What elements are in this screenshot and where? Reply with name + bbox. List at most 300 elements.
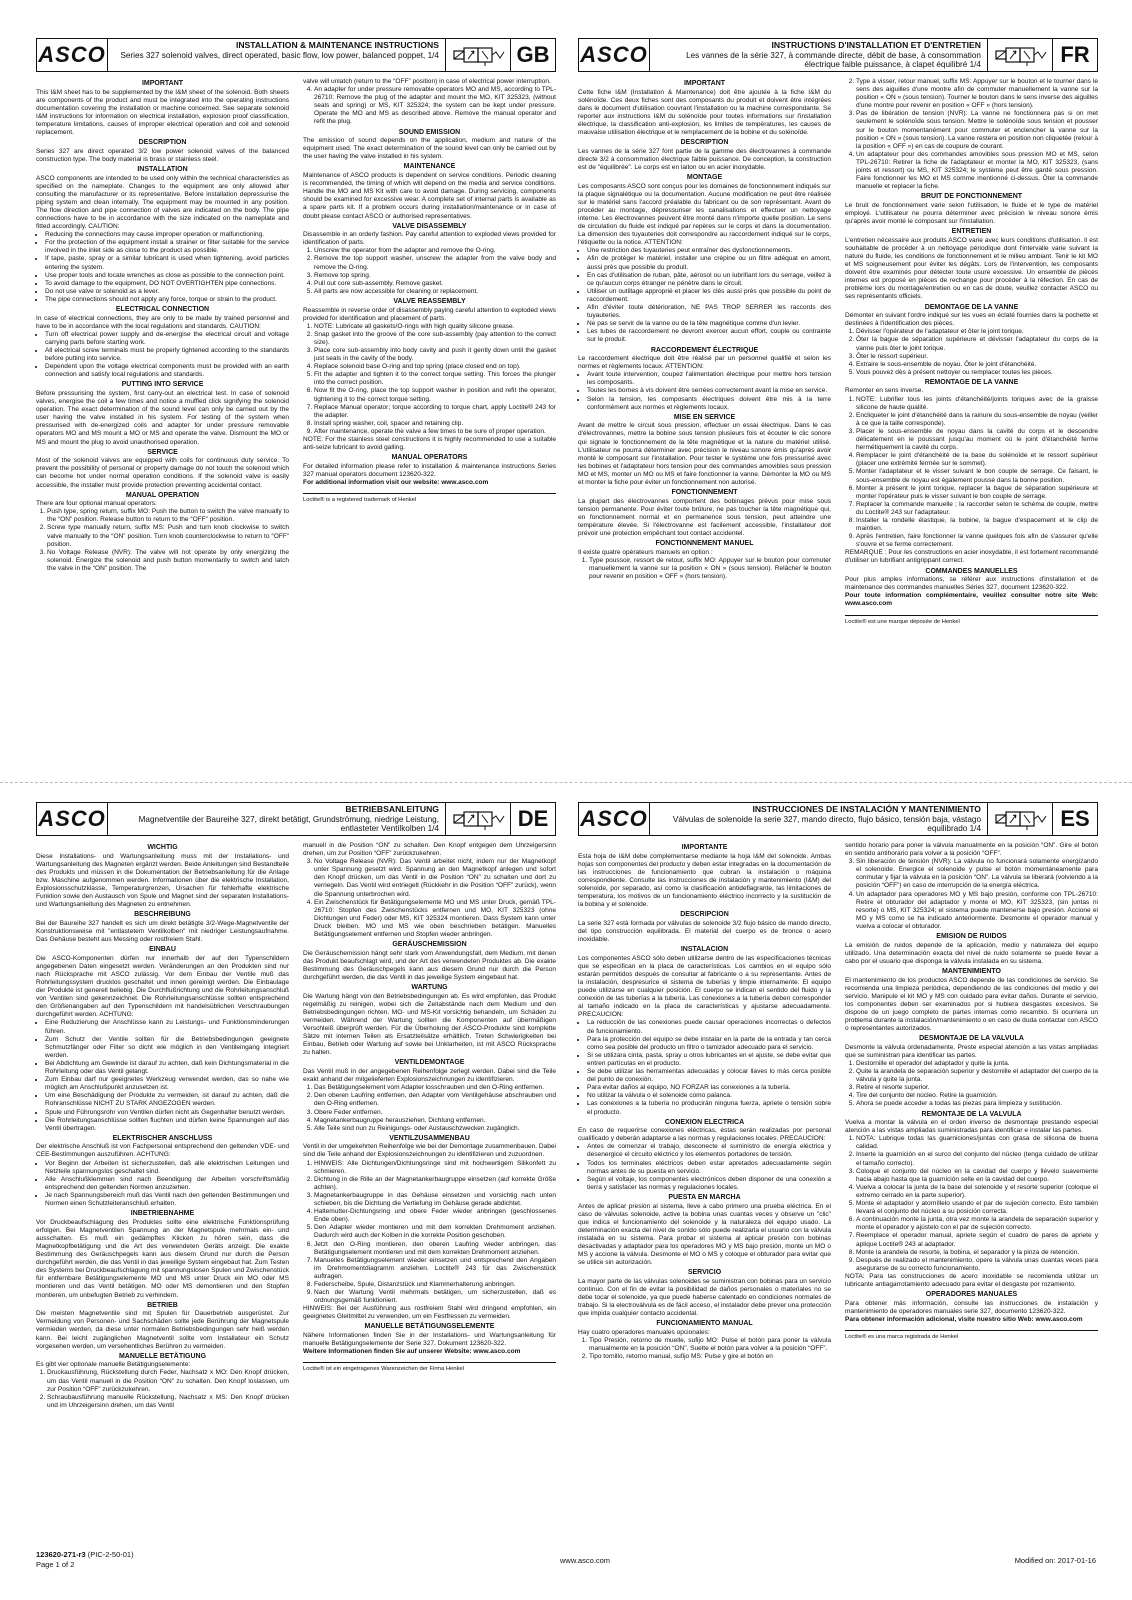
paragraph: Ventil in der umgekehrten Reihenfolge wie bei der Demontage zusammenbauen. Dabei sind die Teile anhand der Explosionszeichnungen zu identifizieren und zuzuordnen. [303,1143,556,1159]
section-heading: SERVICE [147,448,178,456]
paragraph: Das Ventil muß in der angegebenen Reihenfolge zerlegt werden. Dabei sind die Teile exakt anhand der mitgelieferten Explosionszeichnungen zu identifizieren. [303,1068,556,1084]
paragraph: There are four optional manual operators: [36,500,157,508]
list-item: • If tape, paste, spray or a similar lubricant is used when tightening, avoid particles entering the system. [45,255,289,271]
paragraph: Cette fiche I&M (Installation & Maintenance) doit être ajoutée à la fiche I&M du solénoïde. Ces deux fiches sont des composants du produit et doivent être intégrées dans le document d'utilisation couvrant l'installation ou la machine correspondante. Se reporter aux instructions I&M du solénoïde pour toutes informations sur l'installation électrique, la classification anti-explosion, les limites de températures, les causes de mauvaise utilisation électrique et le remplacement de la bobine et du solénoïde. [578,88,831,137]
section-heading: MANUELLE BETÄTIGUNGSELEMENTE [364,1323,495,1331]
list-item: 1. Dévisser l'opérateur de l'adaptateur et ôter le joint torique. [856,328,1098,336]
text-column [36,78,289,573]
list-item: 6. Now fit the O-ring, place the top support washer in position and refit the operator, tightening it to the correct torque setting. [314,387,556,403]
header-text [108,803,445,835]
bullet-list [578,371,831,411]
section-heading: BESCHREIBUNG [134,911,191,919]
paragraph: valve will unlatch (return to the “OFF” position) in case of electrical power interruption. [303,78,551,85]
list-item: • All electrical screw terminals must be properly tightened according to the standards before putting into service. [45,347,289,363]
paragraph: Para obtener más información, consulte las instrucciones de instalación y mantenimiento de operadores manuales serie 327, documento 123620-322. [845,1299,1098,1315]
list-item: 2. Type à visser, retour manuel, suffix MS: Appuyer sur le bouton et le tourner dans le sens des aiguilles d'une montre afin de commuter manuellement la vanne sur la position « ON » (sous tension). Tourner le bouton dans le sens inverse des aiguilles d'une montre pour revenir en position « OFF » (hors tension). [856,78,1098,110]
list-item: • The pipe connections should not apply any force, torque or strain to the product. [45,296,289,304]
section-heading: SERVICIO [687,1269,722,1277]
section-heading: ELEKTRISCHER ANSCHLUSS [112,1134,213,1142]
list-item: 2. Dichtung in die Rille an der Magnetankerbaugruppe einsetzen (auf korrekte Größe achten). [314,1176,556,1192]
list-item: 1. Tipo Presión, retorno de muelle, sufijo MO: Pulse el botón para poner la válvula manualmente en la posición “ON”. Suelte el botón para volver a la posición “OFF”. [589,1337,831,1353]
paragraph: Vuelva a montar la válvula en el orden inverso de desmontaje prestando especial atención a las vistas ampliadas suministradas para identificar e instalar las partes. [845,1119,1098,1135]
paragraph: Les composants ASCO sont conçus pour les domaines de fonctionnement indiqués sur la plaque signalétique ou la documentation. Aucune modification ne peut être réalisée sur le matériel sans l'accord préalable du fabricant ou de son représentant. Avant de procéder au montage, dépressuriser les canalisations et effectuer un nettoyage interne. Les électrovannes peuvent être monté dans n'importe quelle position. Le sens de circulation du fluide est indiqué par repères sur le corps et dans la documentation. La dimension des tuyauteries doit correspondre au raccordement indiqué sur le corps, l'étiquette ou la notice. ATTENTION: [578,182,831,247]
numbered-list [845,1060,1098,1109]
language-code: FR [1052,39,1097,71]
list-item: • Dependent upon the voltage electrical components must be provided with an earth connection and satisfy local regulations and standards. [45,363,289,379]
numbered-list [36,1369,289,1409]
list-item: • Selon la tension, les composants électriques doivent être mis à la terre conformément aux normes et règlements locaux. [587,396,831,412]
list-item: 3. Place core sub-assembly into body cavity and push it gently down until the gasket just seals in the cavity of the body. [314,347,556,363]
valve-symbol-icon [992,44,1048,66]
list-item: • Para la protección del equipo se debe instalar en la parte de la entrada y tan cerca como sea posible del producto un filtro o tamizador adecuado para el servicio. [587,1036,831,1052]
list-item: 4. Replace solenoid base O-ring and top spring (place closed end on top). [314,363,556,371]
paragraph: Die Wartung hängt von den Betriebsbedingungen ab. Es wird empfohlen, das Produkt regelmäßig zu reinigen, wobei sich die Zeitabstände nach dem Medium und den Betriebsbedingungen richten. MO- und MS-Kit vorsichtig behandeln, um Schäden zu vermeiden. Während der Wartung sollten die Komponenten auf übermäßigen Verschleiß überprüft werden. Für die Überholung der ASCO-Produkte sind komplette Sätze mit internen Teilen als Ersatzteilsätze erhältlich. Treten Schwierigkeiten bei Einbau, Betrieb oder Wartung auf sowie bei Unklarheiten, ist mit ASCO Rücksprache zu halten. [303,992,556,1057]
section-heading: MONTAGE [686,174,723,182]
list-item: 4. Tire del conjunto del núcleo. Retire la guarnición. [856,1092,1098,1100]
list-item: 5. Fit the adapter and tighten it to the correct torque setting. This forces the plunger into the correct position. [314,371,556,387]
list-item: • Todos los terminales eléctricos deben estar apretados adecuadamente según normas antes de su puesta en servicio. [587,1160,831,1176]
list-item: • Zum Einbau darf nur geeignetes Werkzeug verwendet werden, das so nahe wie möglich am Anschlußpunkt anzusetzen ist. [45,1076,289,1092]
section-heading: INSTALLATION [137,165,188,173]
list-item: 9. Après l'entretien, faire fonctionner la vanne quelques fois afin de s'assurer qu'elle s'ouvre et se ferme correctement. [856,533,1098,549]
paragraph: Los componentes ASCO sólo deben utilizarse dentro de las especificaciones técnicas que se especifican en la placa de características. Los cambios en el equipo sólo estarán permitidos después de consultar al fabricante o a su representante. Antes de la instalación, despresurice el sistema de tuberías y limpie internamente. El equipo puede utilizarse en cualquier posición. El cuerpo se indican el sentido del fluido y la conexión de las tuberías a la tubería. Las conexiones a la tubería deben corresponder al tamaño indicado en la placa de características y ajustarse adecuadamente. PRECAUCION: [578,954,831,1019]
list-item: 3. No Voltage Release (NVR): The valve will not operate by only energizing the solenoid. Energize the solenoid and push button momentarily to switch and latch the valve in the “ON” position. The [47,549,289,573]
list-item: • Antes de comenzar el trabajo, desconecte el suministro de energía eléctrica y desenergice el circuito eléctrico y los elementos portadores de tensión. [587,1143,831,1159]
trademark-note: Loctite® ist ein eingetragenes Warenzeichen der Firma Henkel [303,1362,556,1373]
list-item: 4. Haltemutter-Dichtungsring und obere Feder wieder anbringen (geschlossenes Ende oben). [314,1208,556,1224]
section-heading: VALVE DISASSEMBLY [392,222,467,230]
list-item: 8. Install spring washer, coil, spacer and retaining clip. [314,420,556,428]
bullet-list [36,231,289,304]
paragraph: manuell in die Position “ON” zu schalten. Den Knopf entgegen dem Uhrzeigersinn drehen, um zur Position “OFF” zurückzukehren. [303,842,556,858]
paragraph: Disassemble in an orderly fashion. Pay careful attention to exploded views provided for identification of parts. [303,231,556,247]
list-item: 3. Remove top spring. [314,272,556,280]
list-item: • Vor Beginn der Arbeiten ist sicherzustellen, daß alle elektrischen Leitungen und Netzteile spannungslos geschaltet sind. [45,1160,289,1176]
list-item: • Une restriction des tuyauteries peut entraîner des dysfonctionnements. [587,247,831,255]
list-item: 2. Schraubausführung manuelle Rückstellung, Nachsatz x MS: Den Knopf drücken und im Uhrzeigersinn drehen, um das Ventil [47,1394,289,1410]
list-item: • Para evitar daños al equipo, NO FORZAR las conexiones a la tubería. [587,1084,831,1092]
section-heading: COMMANDES MANUELLES [925,567,1018,575]
list-item: 8. Installer la rondelle élastique, la bobine, la bague d'espacement et le clip de maintien. [856,517,1098,533]
section-heading: REMONTAJE DE LA VALVULA [921,1110,1022,1118]
list-item: 5. All parts are now accessible for cleaning or replacement. [314,288,556,296]
section-heading: OPERADORES MANUALES [925,1291,1018,1299]
list-item: • Ne pas se servir de la vanne ou de la tête magnétique comme d'un levier. [587,320,831,328]
section-header [578,802,1098,836]
list-item: 1. HINWEIS: Alle Dichtungen/Dichtungsringe sind mit hochwertigem Silikonfett zu schmieren. [314,1160,556,1176]
asco-logo: ASCO [579,803,650,835]
paragraph: La mayor parte de las válvulas solenoides se suministran con bobinas para un servicio continuo. Con el fin de evitar la posibilidad de daños personales o materiales no se debe tocar el solenoide, ya que puede haberse calentado en condiciones normales de trabajo. Si la electroválvula es de fácil acceso, el instalador debe prever una protección que impida cualquier contacto accidental. [578,1277,831,1318]
numbered-list [303,1084,556,1133]
header-text [108,39,445,71]
list-item: • Use proper tools and locate wrenches as close as possible to the connection point. [45,272,289,280]
section-heading: VENTILDEMONTAGE [394,1059,465,1067]
list-item: 4. Un adaptador para operadores MO y MS bajo presión, conforme con TPL-26710: Retire el obturador del adaptador y monte el MO, KIT 325323, (sin juntas ni resorte) o MS, KIT 325324; el sistema puede mantenerse bajo presión. Accione el MO y MS como se ha indicado anteriormente. Desmonte el operador manual y vuelva a colocar el obturador. [856,891,1098,931]
numbered-list [303,86,556,126]
paragraph: Series 327 are direct operated 3/2 low power solenoid valves of the balanced construction type. The body material is brass or stainless steel. [36,147,289,163]
list-item: • Les tubes de raccordement ne devront exercer aucun effort, couple ou contrainte sur le produit. [587,328,831,344]
paragraph: Hay cuatro operadores manuales opcionales: [578,1328,710,1336]
section-heading: VENTILZUSAMMENBAU [389,1134,470,1142]
section-heading: EMISION DE RUIDOS [936,933,1007,941]
list-item: 1. Druckausführung, Rückstellung durch Feder, Nachsatz x MO: Den Knopf drücken, um das Ventil manuell in die Position “ON” zu schalten. Den Knopf loslassen, um zur Position “OFF” zurückzukehren. [47,1369,289,1393]
list-item: 9. Después de realizado el mantenimiento, opere la válvula unas cuantas veces para asegurarse de su correcto funcionamiento. [856,1257,1098,1273]
section-heading: IMPORTANT [683,80,726,87]
list-item: 3. Obere Feder entfernen. [314,1109,556,1117]
list-item: 7. Reemplace el operador manual, apriete según el cuadro de pares de apriete y aplique Loctite® 243 al adaptador. [856,1232,1098,1248]
list-item: • Um eine Beschädigung der Produkte zu vermeiden, ist darauf zu achten, daß die Rohranschlüsse NICHT ZU STARK ANGEZOGEN werden. [45,1092,289,1108]
list-item: 5. Ahora se puede acceder a todas las piezas para limpieza y sustitución. [856,1100,1098,1108]
section-heading: FONCTIONNEMENT MANUEL [655,540,754,548]
valve-symbol [445,803,510,835]
text-column [845,842,1098,1361]
list-item: 1. Unscrew the operator from the adapter and remove the O-ring. [314,247,556,255]
section-heading: MISE EN SERVICE [673,413,736,421]
list-item: • En cas d'utilisation de ruban, pâte, aérosol ou un lubrifiant lors du serrage, veillez à ce qu'aucun corps étranger ne pénètre dans le circuit. [587,272,831,288]
numbered-list [303,323,556,436]
list-item: 6. Monter à présent le joint torique, replacer la bague de séparation supérieure et monter l'opérateur puis le visser suivant le bon couple de serrage. [856,485,1098,501]
paragraph: Diese Installations- und Wartungsanleitung muss mit der Installations- und Wartungsanleitung des Magneten ergänzt werden. Beide Anleitungen sind Bestandteile des Produkts und müssen in die Dokumentation der Betriebsanleitung für die Anlage bzw. Maschine aufgenommen werden. Informationen über die elektrische Installation, Explosionsschutzklasse, Temperaturgrenzen, Ursachen für fehlerhafte elektrische Funktion sowie den Austausch von Spule und Magnet sind der separaten Installations- und Wartungsanleitung des Magneten zu entnehmen. [36,852,289,909]
section-heading: DESCRIPCION [680,911,729,919]
list-item: 1. Das Betätigungselement vom Adapter losschrauben und den O-Ring entfernen. [314,1084,556,1092]
footer-doc-info [36,1550,134,1570]
list-item: • Bei Abdichtung am Gewinde ist darauf zu achten, daß kein Dichtungsmaterial in die Rohrleitung oder das Ventil gelangt. [45,1060,289,1076]
list-item: 3. Placer le sous-ensemble de noyau dans la cavité du corps et le descendre délicatement en le poussant jusqu'au moment où le joint d'étanchéité ferme hermétiquement la cavité du corps. [856,428,1098,452]
section-heading: MAINTENANCE [403,163,456,171]
list-item: • Zum Schutz der Ventile sollten für die Betriebsbedingungen geeignete Schmutzfänger oder Filter so dicht wie möglich in den Ventileingang integriert werden. [45,1036,289,1060]
paragraph: Der elektrische Anschluß ist von Fachpersonal entsprechend den geltenden VDE- und CEE-Bestimmungen auszuführen. ACHTUNG: [36,1143,289,1159]
list-item: 4. Magnetankerbaugruppe herausziehen. Dichtung entfernen. [314,1117,556,1125]
section-heading: IMPORTANTE [681,844,728,851]
paragraph: La emisión de ruidos depende de la aplicación, medio y naturaleza del equipo utilizado. Una determinación exacta del nivel de ruido solamente se puede llevar a cabo por el usuario que disponga la válvula instalada en su sistema. [845,941,1098,965]
paragraph: En caso de requerirse conexiones eléctricas, éstas serán realizadas por personal cualificado y deberán adaptarse a las normas y regulaciones locales. PRECAUCION: [578,1127,831,1143]
section-heading: INSTALACION [680,946,729,954]
text-column [578,78,831,626]
list-item: • For the protection of the equipment install a strainer or filter suitable for the service involved in the inlet side as close to the product as possible. [45,239,289,255]
list-item: • Je nach Spannungsbereich muß das Ventil nach den geltenden Bestimmungen und Normen einen Schutzleiteranschluß erhalten. [45,1192,289,1208]
paragraph: Esta hoja de I&M debe complementarse mediante la hoja I&M del solenoide. Ambas hojas son componentes del producto y deben estar integradas en la documentación de las instrucciones de funcionamiento que cubran la instalación o máquina correspondiente. Consulte las instrucciones de instalación y mantenimiento (I&M) del solenoide, por separado, así como la clasificación antideflagrante, las limitaciones de temperatura, los motivos de un funcionamiento eléctrico incorrecto y la sustitución de la bobina y el solenoide. [578,852,831,909]
paragraph: Pour plus amples informations, se référer aux instructions d'installation et de maintenance des commandes manuelles Séries 327, document 123620-322. [845,576,1098,592]
section-heading: PUESTA EN MARCHA [668,1193,741,1201]
trademark-note: Loctite® est une marque déposée de Henkel [845,615,1098,626]
section-subtitle: Válvulas de solenoide la serie 327, mando directo, flujo básico, tensión baja, vástago equilibrado 1/4 [672,814,981,833]
text-columns [36,842,556,1410]
section-heading: BETRIEB [147,1301,178,1309]
bullet-list [578,247,831,344]
list-item: 3. Retire el resorte superior. [856,1084,1098,1092]
section-heading: CONEXION ELECTRICA [664,1118,745,1126]
bullet-list [578,1019,831,1116]
list-item: 4. Pull out core sub-assembly. Remove gasket. [314,280,556,288]
section-title: INSTRUCTIONS D'INSTALLATION ET D'ENTRETIEN [771,40,981,50]
header-text [650,39,987,71]
section-header [36,38,556,72]
section-heading: DEMONTAGE DE LA VANNE [924,303,1019,311]
section-heading: MANUAL OPERATION [125,491,200,499]
list-item: 5. Monter l'adaptateur et le visser suivant le bon couple de serrage. Ce faisant, le sous-ensemble de noyau est également poussé dans la bonne position. [856,468,1098,484]
paragraph: Avant de mettre le circuit sous pression, effectuer un essai électrique. Dans le cas d'électrovannes, mettre la bobine sous tension plusieurs fois et écouter le clic sonore qui signale le fonctionnement de la tête magnétique et la nature du matériel utilisé. L'utilisateur ne pourra déterminer avec précision le niveau sonore émis qu'après avoir monté le composant sur l'installation. Pour tester le système une fois pressurisé avec les bobines et l'adaptateur hors tension pour des commandes amovibles sous pression MO et MS, monter un MO ou MS et faire fonctionner la vanne. Démonter la MO ou MS et monter la fiche pour éviter un fonctionnement non autorisé. [578,422,831,486]
list-item: 4. Extraire le sous-ensemble de noyau. Ôter le joint d'étanchéité. [856,361,1098,369]
section-title: BETRIEBSANLEITUNG [345,804,439,814]
valve-symbol [445,39,510,71]
numbered-list [303,858,556,939]
list-item: 2. Encliqueter le joint d'étanchéité dans la rainure du sous-ensemble de noyau (veiller à ce que la taille corresponde). [856,412,1098,428]
text-column [845,78,1098,626]
section-heading: REMONTAGE DE LA VANNE [924,378,1019,386]
header-text [650,803,987,835]
fold-divider [0,782,1132,783]
section-heading: IMPORTANT [141,80,184,87]
paragraph: Le bruit de fonctionnement varie selon l'utilisation, le fluide et le type de matériel employé. L'utilisateur ne pourra déterminer avec précision le niveau sonore émis qu'après avoir monté le composant sur l'installation. [845,201,1098,226]
list-item: • Las conexiones a la tubería no producirán ninguna fuerza, apriete o tensión sobre el producto. [587,1100,831,1116]
list-item: • Afin d'éviter toute détérioration, NE PAS TROP SERRER les raccords des tuyauteries. [587,304,831,320]
list-item: 3. Ôter le ressort supérieur. [856,353,1098,361]
paragraph: sentido horario para poner la válvula manualmente en la posición “ON”. Gire el botón en sentido antihorario para volver a la posición “OFF”. [845,842,1098,858]
valve-symbol [987,803,1052,835]
text-column [303,78,556,573]
numbered-list [845,858,1098,931]
section-heading: ENTRETIEN [951,228,992,236]
page-number: Page 1 of 2 [36,1560,75,1569]
section-heading: GERÄUSCHEMISSION [392,941,467,949]
numbered-list [845,78,1098,191]
paragraph: Il existe quatre opérateurs manuels en option : [578,548,713,556]
list-item: • Eine Reduzierung der Anschlüsse kann zu Leistungs- und Funktionsminderungen führen. [45,1019,289,1035]
list-item: 7. Manuelles Betätigungselement wieder einsetzen und entsprechend den Angaben im Drehmomentdiagramm anziehen. Loctite® 243 für das Zwischenstück auftragen. [314,1257,556,1281]
valve-symbol-icon [450,44,506,66]
section-heading: DESCRIPTION [680,139,729,147]
list-item: 4. An adapter for under pressure removable operators MO and MS, according to TPL-26710: Remove the plug of the adapter and mount the MO, KIT 325323, (without seals and spring) or MS, KIT 325324; the system can be kept under pressure. Operate the MO and MS as described above. Remove the manual operator and refit the plug. [314,86,556,126]
numbered-list [845,328,1098,377]
text-column [303,842,556,1410]
section-heading: INBETRIEBNAHME [130,1210,195,1218]
list-item: 6. A continuación monte la junta, otra vez monte la arandela de separación superior y monte el operador y ajústelo con el par de sujeción correcto. [856,1216,1098,1232]
section-de [36,802,556,1410]
list-item: 1. NOTE: Lubrifier tous les joints d'étanchéité/joints toriques avec de la graisse silicone de haute qualité. [856,396,1098,412]
bullet-list [36,331,289,380]
paragraph: Antes de aplicar presión al sistema, lleve a cabo primero una prueba eléctrica. En el caso de válvulas solenoide, active la bobina unas cuantas veces y observe un "clic" que indica el funcionamiento del solenoide y la naturaleza del equipo usado. La determinación exacta del nivel de sonido sólo puede realizarla el usuario con la válvula instalada en su sistema. Para probar el sistema al aplicar presión con bobinas desactivadas y adaptador para los operadores MO y MS bajo presión, monte un MO o MS y accione la válvula. Desmonte el MO o MS y coloque el obturador para evitar que se utilice sin autorización. [578,1202,831,1267]
paragraph: Les vannes de la série 327 font partie de la gamme des électrovannes à commande directe 3/2 à consommation électrique faible puissance. De conception, la construction est de "équilibrée". Le corps est en laiton ou en acier inoxydable. [578,147,831,171]
paragraph: Bei der Baureihe 327 handelt es sich um direkt betätigte 3/2-Wege-Magnetventile der Konstruktionsweise mit "entlastetem Ventilkolben" mit niedriger Leistungsaufnahme. Das Gehäuse besteht aus Messing oder rostfreiem Stahl. [36,919,289,944]
paragraph: Before pressurising the system, first carry-out an electrical test. In case of solenoid valves, energise the coil a few times and notice a muffled click signifying the solenoid operation. The exact determination of the sound level can only be carried out by the user having the valve installed in his system. For testing of the system when pressurised with de-energized coils and adapter for under pressure removable operators MO and MS mount a MO or MS and operate the valve. Dismount the MO or MS and mount the plug to avoid unauthorised operation. [36,389,289,446]
section-heading: MANTENIMIENTO [942,967,1001,975]
list-item: 1. Destornille el operador del adaptador y quite la junta. [856,1060,1098,1068]
language-code: GB [510,39,555,71]
paragraph: Maintenance of ASCO products is dependent on service conditions. Periodic cleaning is recommended, the timing of which will depend on the media and service conditions. Handle the MO and MS Kit with care to avoid damage. During servicing, components should be examined for excessive wear. A complete set of internal parts is available as a spare parts kit. If a problem occurs during installation/maintenance or in case of doubt please contact ASCO or authorised representatives. [303,172,556,220]
paragraph: Remonter en sens inverse. [845,387,924,395]
list-item: • La reducción de las conexiones puede causar operaciones incorrectas o defectos de funcionamiento. [587,1019,831,1035]
section-heading: VALVE REASSEMBLY [393,297,466,305]
list-item: 3. Pas de libération de tension (NVR): La vanne ne fonctionnera pas si on met seulement le solénoïde sous tension. Mettre le solénoïde sous tension et pousser sur le bouton momentanément pour commuter et enclencher la vanne sur la position « ON » (sous tension). La vanne restera en position non cliquetée (relour à la position « OFF ») en cas de coupure de courant. [856,110,1098,150]
list-item: 4. Un adaptateur pour des commandes amovibles sous pression MO et MS, selon TPL-26710: Retirer la fiche de l'adaptateur et monter la MO, KIT 325323, (sans joints et ressort) ou MS, KIT 325324; le système peut être gardé sous pression. Faire fonctionner les MO et MS comme mentionné ci-dessus. Ôter la commande manuelle et replacer la fiche. [856,151,1098,191]
list-item: • Avant toute intervention, coupez l'alimentation électrique pour mettre hors tension les composants. [587,371,831,387]
paragraph: El mantenimiento de los productos ASCO depende de las condiciones de servicio. Se recomienda una limpieza periódica, dependiendo de las condiciones del medio y del servicio. Manipule el kit MO y MS con cuidado para evitar daños. Durante el servicio, los componentes deben ser examinados por si hubiera desgastes excesivos. Se dispone de un juego completo de partes internas como recambio. Si ocurriera un problema durante la instalación/mantenimiento o en caso de duda contactar con ASCO o representantes autorizados. [845,976,1098,1033]
section-es [578,802,1098,1361]
text-columns [578,842,1098,1361]
text-columns [36,78,556,573]
text-column [36,842,289,1410]
doc-number: 123620-271-r3 [36,1550,86,1559]
asco-logo: ASCO [37,803,108,835]
list-item: 5. Den Adapter wieder montieren und mit dem korrekten Drehmoment anziehen. Dadurch wird auch der Kolben in die korrekte Position geschoben. [314,1224,556,1240]
numbered-list [578,557,831,581]
paragraph: The emission of sound depends on the application, medium and nature of the equipment used. The exact determination of the sound level can only be carried out by the user having the valve installed in his system. [303,137,556,161]
paragraph: NOTA: Para las construcciones de acero inoxidable se recomienda utilizar un lubricante antiagarrotamiento adecuado para evitar el desgaste por rozamiento. [845,1272,1098,1288]
numbered-list [845,1135,1098,1273]
section-subtitle: Series 327 solenoid valves, direct operated, basic flow, low power, balanced poppet, 1/4 [120,50,439,60]
numbered-list [303,247,556,296]
list-item: • To avoid damage to the equipment, DO NOT OVERTIGHTEN pipe connections. [45,280,289,288]
paragraph: Reassemble in reverse order of disassembly paying careful attention to exploded views provided for identification and placement of parts. [303,306,556,322]
section-heading: PUTTING INTO SERVICE [121,381,204,389]
section-header [578,38,1098,72]
paragraph: REMARQUE : Pour les constructions en acier inoxydable, il est fortement recommandé d'utiliser un lubrifiant antigrippant correct. [845,549,1098,565]
trademark-note: Loctite® is a registered trademark of Henkel [303,493,556,504]
text-column [578,842,831,1361]
language-code: ES [1052,803,1097,835]
paragraph: Desmonte la válvula ordenadamente. Preste especial atención a las vistas ampliadas que se suministran para identificar las partes. [845,1043,1098,1059]
list-item: 2. Remove the top support washer, unscrew the adapter from the valve body and remove the O-ring. [314,255,556,271]
list-item: • Die Rohrleitungsanschlüsse sollten fluchten und dürfen keine Spannungen auf das Ventil übertragen. [45,1117,289,1133]
list-item: 5. Monte el adaptador y atorníllelo usando el par de sujeción correcto. Esto también llevará el conjunto del núcleo a su posición correcta. [856,1200,1098,1216]
list-item: • Turn off electrical power supply and de-energise the electrical circuit and voltage carrying parts before starting work. [45,331,289,347]
footer-website[interactable]: www.asco.com [560,1556,611,1565]
section-heading: MANUAL OPERATORS [391,454,468,462]
list-item: 3. Magnetankerbaugruppe in das Gehäuse einsetzen und vorsichtig nach unten schieben, bis die Dichtung die Vertiefung im Gehäuse gerade abdichtet. [314,1192,556,1208]
section-heading: DESMONTAJE DE LA VALVULA [919,1035,1024,1043]
section-heading: ELECTRICAL CONNECTION [115,306,210,314]
trademark-note: Loctite® es una marca registrada de Henkel [845,1330,1098,1341]
list-item: 6. Jetzt den O-Ring montieren, den oberen Laufring wieder anbringen, das Betätigungselement montieren und mit dem korrekten Drehmoment anziehen. [314,1241,556,1257]
list-item: 4. Remplacer le joint d'étanchéité de la base du solénoïde et le ressort supérieur (placer une extrémité fermée sur le sommet). [856,452,1098,468]
paragraph: La serie 327 está formada por válvulas de solenoide 3/2 flujo básico de mando directo, del tipo construcción equilibrada. El material del cuerpo es de bronce o acero inoxidable. [578,919,831,944]
section-heading: SOUND EMISSION [398,128,461,136]
paragraph: L'entretien nécessaire aux produits ASCO varie avec leurs conditions d'utilisation. Il est souhaitable de procéder à un nettoyage périodique dont l'intervalle varie suivant la nature du fluide, les conditions de fonctionnement et le milieu ambiant. Tenir le kit MO et MS soigneusement pour éviter les dégâts. Lors de l'intervention, les composants doivent être examinés pour détecter toute usure excessive. Un ensemble de pièces internes est proposé en pièces de rechange pour procéder à la réfection. En cas de problème lors du montage/entretien ou en cas de doute, veuillez contacter ASCO ou ses représentants officiels. [845,236,1098,301]
valve-symbol-icon [450,808,506,830]
doc-code: (PIC-2-50-01) [87,1550,134,1559]
list-item: 1. Push type, spring return, suffix MO: Push the button to switch the valve manually to the “ON” position. Release button to return to the “OFF” position. [47,508,289,524]
section-heading: MANUELLE BETÄTIGUNG [118,1352,207,1360]
list-item: • Según el voltaje, los componentes electrónicos deben disponer de una conexión a tierra y satisfacer las normas y regulaciones locales. [587,1176,831,1192]
paragraph: Die meisten Magnetventile sind mit Spulen für Dauerbetrieb ausgerüstet. Zur Vermeidung von Personen- und Sachschäden sollte jede Berührung der Magnetspule vermieden werden, da diese unter normalen Betriebsbedingungen sehr heiß werden kann. Bei leicht zugänglichen Magnetventil sollte vom Installateur ein Schutz vorgesehen werden, um versehentliches Berühren zu vermeiden. [36,1310,289,1350]
list-item: • Si se utilizara cinta, pasta, spray u otros lubricantes en el ajuste, se debe evitar que entren partículas en el producto. [587,1052,831,1068]
asco-logo: ASCO [579,39,650,71]
list-item: 3. Sin liberación de tensión (NVR): La válvula no funcionará solamente energizando el solenoide. Energice el solenoide y pulse el botón momentáneamente para conmutar y fijar la válvula en la posición “ON”. La válvula se liberará (volviendo a la posición “OFF”) en caso de interrupción de la energía eléctrica. [856,858,1098,890]
list-item: 2. Snap gasket into the groove of the core sub-assembly (pay attention to the correct size). [314,331,556,347]
paragraph: Nähere Informationen finden Sie in der Installations- und Wartungsanleitung für manuelle Betätigungselemente der Serie 327, Dokument 123620-322. [303,1332,556,1348]
paragraph: Die Geräuschemission hängt sehr stark vom Anwendungsfall, dem Medium, mit denen das Produkt beaufschlagt wird, und der Art des verwendeten Produktes ab. Die exakte Bestimmung des Geräuschpegels kann aus diesem Grund nur durch die Person durchgeführt werden, die das Ventil in das jeweilige System eingebaut hat. [303,949,556,981]
website-note: Para obtener información adicional, visite nuestro sitio Web: www.asco.com [845,1315,1083,1323]
section-heading: FUNCIONAMIENTO MANUAL [656,1320,753,1328]
paragraph: Es gibt vier optionale manuelle Betätigungselemente: [36,1361,191,1369]
list-item: 9. After maintenance, operate the valve a few times to be sure of proper operation. [314,428,556,436]
paragraph: HINWEIS: Bei der Ausführung aus rostfreiem Stahl wird dringend empfohlen, ein geeignetes Gleitmittel zu verwenden, um ein Festfressen zu vermeiden. [303,1305,556,1321]
footer-modified-date: Modified on: 2017-01-16 [1014,1556,1096,1565]
list-item: 2. Screw type manually return, suffix MS: Push and turn knob clockwise to switch valve manually to the “ON” position. Turn knob counterclockwise to return to “OFF” position. [47,524,289,548]
list-item: 2. Quite la arandela de separación superior y destornille el adaptador del cuerpo de la válvula y quite la junta. [856,1068,1098,1084]
list-item: 7. Replacer la commande manuelle ; la raccorder selon le schéma de couple, mettre du Loctite® 243 sur l'adaptateur. [856,501,1098,517]
list-item: 2. Inserte la guarnición en el surco del conjunto del núcleo (tenga cuidado de utilizar el tamaño correcto). [856,1151,1098,1167]
section-heading: WARTUNG [411,984,448,992]
bullet-list [36,1160,289,1209]
text-columns [578,78,1098,626]
list-item: • Afin de protéger le matériel, installer une crépine ou un filtre adéquat en amont, aussi près que possible du produit. [587,255,831,271]
website-note: For additional information visit our website: www.asco.com [303,479,489,486]
section-heading: RACCORDEMENT ÉLECTRIQUE [650,346,759,354]
numbered-list [578,1337,831,1361]
section-subtitle: Les vannes de la série 327, à commande directe, débit de base, à consommation électrique faible puissance, à clapet équilibré 1/4 [686,50,981,69]
list-item: • Reducing the connections may cause improper operation or malfunctioning. [45,231,289,239]
list-item: 9. Nach der Wartung Ventil mehrmals betätigen, um sicherzustellen, daß es ordnungsgemäß funktioniert. [314,1289,556,1305]
list-item: 3. No Voltage Release (NVR): Das Ventil arbeitet nicht, indem nur der Magnetkopf unter Spannung gesetzt wird. Spannung an den Magnetkopf anlegen und sofort den Knopf drücken, um das Ventil in die Position “ON” zu schalten und dort zu verriegeln. Das Ventil wird entriegelt (Rückkehr in die Position “OFF” zurück), wenn die Spannung unterbrochen wird. [314,858,556,898]
valve-symbol [987,39,1052,71]
section-heading: BRUIT DE FONCTIONNEMENT [920,193,1023,201]
list-item: 1. NOTA: Lubrique todas las guarniciones/juntas con grasa de silicona de buena calidad. [856,1135,1098,1151]
language-code: DE [510,803,555,835]
list-item: 8. Federscheibe, Spule, Distanzstück und Klammerhalterung anbringen. [314,1281,556,1289]
section-heading: FONCTIONNEMENT [671,489,738,497]
numbered-list [36,508,289,573]
list-item: 1. NOTE: Lubricate all gaskets/O-rings with high quality silicone grease. [314,323,556,331]
list-item: 4. Vuelva a colocar la junta de la base del solenoide y el resorte superior (coloque el extremo cerrado en la parte superior). [856,1184,1098,1200]
section-heading: WICHTIG [147,844,178,851]
paragraph: Die ASCO-Komponenten dürfen nur innerhalb der auf den Typenschildern angegebenen Daten eingesetzt werden. Veränderungen an den Produkten sind nur nach Rücksprache mit ASCO zulässig. Vor dem Einbau der Ventile muß das Rohrleitungssystem drucklos geschaltet und innen gereinigt werden. Die Einbaulage der Produkte ist generell beliebig. Die Durchflußrichtung und die Rohrleitungsanschluß von Ventilen sind gekennzeichnet. Die Rohrleitungsanschlüsse sollten entsprechend den Größenangaben auf den Typenschildern mit handelsüblichen Verschraubungen durchgeführt werden. ACHTUNG: [36,954,289,1019]
paragraph: Most of the solenoid valves are equipped with coils for continuous duty service. To prevent the possibility of personal or property damage do not touch the solenoid which can become hot under normal operation conditions. If the solenoid valve is easily accessible, the installer must provide protection preventing accidental contact. [36,457,289,489]
numbered-list [845,396,1098,550]
list-item: • No utilizar la válvula o el solenoide como palanca. [587,1092,831,1100]
paragraph: Le raccordement électrique doit être réalisé par un personnel qualifié et selon les normes et règlements locaux. ATTENTION: [578,355,831,371]
section-heading: EINBAU [149,946,176,954]
section-gb [36,38,556,573]
paragraph: NOTE: For the stainless steel constructions it is highly recommended to use a suitable anti-seize lubricant to avoid galling. [303,436,556,452]
bullet-list [578,1143,831,1192]
bullet-list [36,1019,289,1132]
asco-logo: ASCO [37,39,108,71]
paragraph: La plupart des électrovannes comportent des bobinages prévus pour mise sous tension permanente. Pour éviter toute brûlure, ne pas toucher la tête magnétique qui, en fonctionnement normal et en permanence sous tension, peut atteindre une température élevée. Si l'électrovanne est facilement accessible, l'installateur doit prévoir une protection empêchant tout contact accidentel. [578,497,831,538]
list-item: 4. Ein Zwischenstück für Betätigungselemente MO und MS unter Druck, gemäß TPL-26710: Stopfen des Zwischenstücks entfernen und MO, KIT 325323 (ohne Dichtungen und Feder) oder MS, KIT 325324 montieren. Dass System kann unter Druck bleiben. MO und MS wie oben beschrieben betätigen. Manuelles Betätigungselement entfernen und Stopfen wieder anbringen. [314,899,556,939]
list-item: 8. Monte la arandela de resorte, la bobina, el separador y la pinza de retención. [856,1249,1098,1257]
website-note: Pour toute information complémentaire, veuillez consulter notre site Web: www.asco.com [845,592,1098,608]
paragraph: Vor Druckbeaufschlagung des Produktes sollte eine elektrische Funktionsprüfung erfolgen. Bei Magnetventilen Spannung an der Magnetspule mehrmals ein- und ausschalten. Es muß ein gedämpftes Klicken zu hören sein, dass die Magnetkopfbetätigung und die Art des verwendeten Geräts anzeigt. Die exakte Bestimmung des Geräuschpegels kann aus diesem Grund nur durch die Person durchgeführt werden, die das Ventil in das jeweilige System eingebaut hat. Zum Testen des Systems bei Druckbeaufschlagung mit spannungslosen Spulen und Zwischenstück für entfernbare Betätigungselemente MO und MS unter Druck ein MO oder MS montieren und das Ventil betätigen. MO oder MS demontieren und den Stopfen montieren, um unbefugten Betrieb zu verhindern. [36,1218,289,1299]
list-item: • Spule und Führungsrohr von Ventilen dürfen nicht als Gegenhalter benutzt werden. [45,1109,289,1117]
section-header [36,802,556,836]
list-item: 5. Vous pouvez dès à présent nettoyer ou remplacer toutes les pièces. [856,369,1098,377]
list-item: • Alle Anschlußklemmen sind nach Beendigung der Arbeiten vorschriftsmäßig entsprechend den geltenden Normen anzuziehen. [45,1176,289,1192]
section-subtitle: Magnetventile der Baureihe 327, direkt betätigt, Grundströmung, niedrige Leistung, entlasteter Ventilkolben 1/4 [138,814,439,833]
section-title: INSTALLATION & MAINTENANCE INSTRUCTIONS [235,40,439,50]
numbered-list [303,1160,556,1306]
paragraph: For detailed information please refer to installation & maintenance instructions Series 327 manual operators document 123620-322. [303,462,556,478]
paragraph: In case of electrical connections, they are only to be made by trained personnel and have to be in accordance with the local regulations and standards. CAUTION: [36,314,289,330]
paragraph: This I&M sheet has to be supplemented by the I&M sheet of the solenoid. Both sheets are components of the product and must be integrated into the operating instructions documentation covering the installation or machine concerned. See separate solenoid I&M instructions for information on electrical installation, explosion proof classification, temperature limitations, causes of improper electrical operation and coil and solenoid replacement. [36,88,289,137]
list-item: 3. Coloque el conjunto del núcleo en la cavidad del cuerpo y llévelo suavemente hacia abajo hasta que la guarnición selle en la cavidad del cuerpo. [856,1168,1098,1184]
valve-symbol-icon [992,808,1048,830]
list-item: • Utiliser un outillage approprié et placer les clés aussi près que possible du point de raccordement. [587,288,831,304]
list-item: 5. Alle Teile sind nun zu Reinigungs- oder Austauschzwecken zugänglich. [314,1125,556,1133]
list-item: 2. Ôter la bague de séparation supérieure et dévisser l'adaptateur du corps de la vanne puis ôter le joint torique. [856,336,1098,352]
list-item: 1. Type poussoir, ressort de retour, suffix MO: Appuyer sur le bouton pour commuter manuellement la vanne sur la position « ON » (sous tension). Relâcher le bouton pour revenir en position « OFF » (hors tension). [589,557,831,581]
section-fr [578,38,1098,626]
list-item: • Se debe utilizar las herramientas adecuadas y colocar llaves lo más cerca posible del punto de conexión. [587,1068,831,1084]
list-item: 2. Den oberen Laufring entfernen, den Adapter vom Ventilgehäuse abschrauben und den O-Ring entfernen. [314,1092,556,1108]
section-heading: DESCRIPTION [138,139,187,147]
website-note: Weitere Informationen finden Sie auf unserer Website: www.asco.com [303,1348,521,1356]
paragraph: ASCO components are intended to be used only within the technical characteristics as specified on the nameplate. Changes to the equipment are only allowed after consulting the manufacturer or its representative. Before installation depressurise the piping system and clean internally. The equipment may be mounted in any position. The flow direction and pipe connection of valves are indicated on the body. The pipe connections have to be in accordance with the size indicated on the nameplate and fitted accordingly. CAUTION: [36,174,289,231]
list-item: 2. Tipo tornillo, retorno manual, sufijo MS: Pulse y gire el botón en [589,1353,831,1361]
list-item: 7. Replace Manual operator; torque according to torque chart, apply Loctite® 243 for the adapter. [314,404,556,420]
paragraph: Démonter en suivant l'ordre indiqué sur les vues en éclaté fournies dans la pochette et destinées à l'identification des pièces. [845,312,1098,328]
list-item: • Do not use valve or solenoid as a lever. [45,288,289,296]
